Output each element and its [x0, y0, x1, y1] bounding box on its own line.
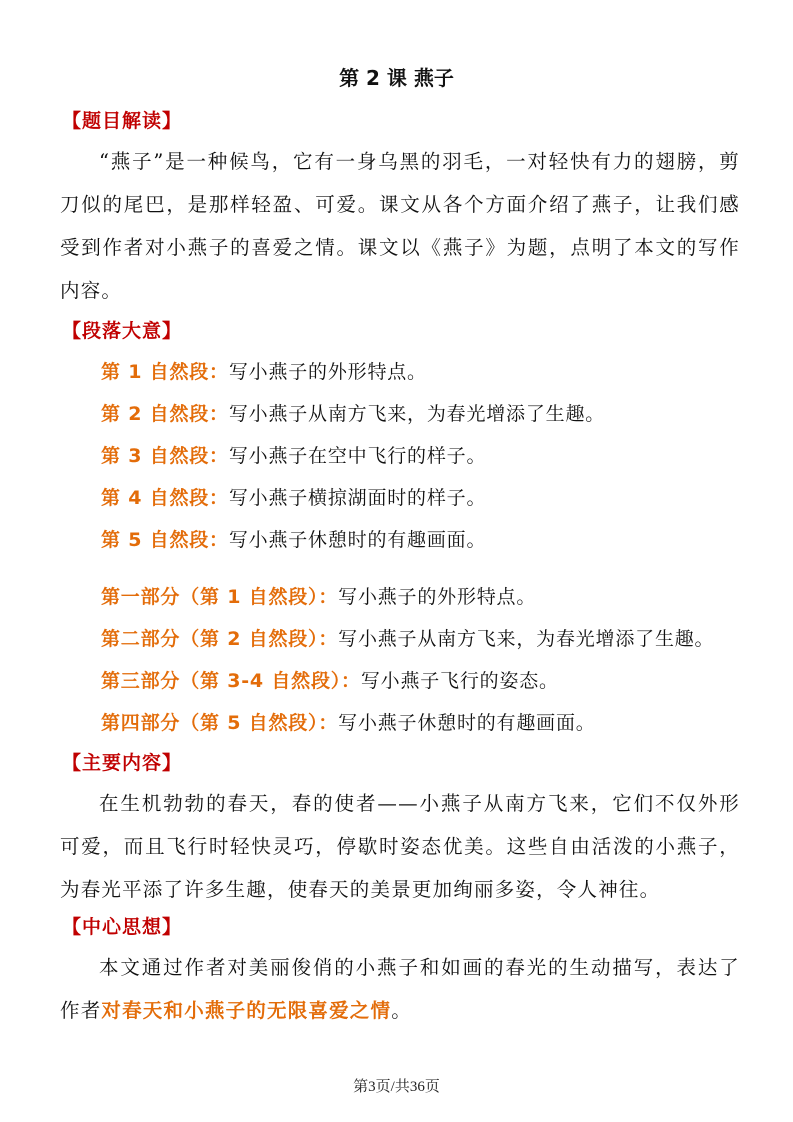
main-content-paragraph: 在生机勃勃的春天，春的使者——小燕子从南方飞来，它们不仅外形可爱，而且飞行时轻快灵巧，停歇时姿态优美。这些自由活泼的小燕子，为春光平添了许多生趣，使春天的美景更加绚丽多姿，令人神往。 — [60, 792, 740, 901]
heading-paragraph-summary: 【段落大意】 — [62, 320, 183, 342]
central-idea-text: 本文通过作者对美丽俊俏的小燕子和如画的春光的生动描写，表达了作者 — [60, 956, 740, 1022]
summary-item-text: 写小燕子在空中飞行的样子。 — [228, 445, 487, 467]
summary-item-label: 第 1 自然段： — [101, 361, 229, 383]
part-item-text: 写小燕子休憩时的有趣画面。 — [338, 712, 596, 734]
central-idea-end: 。 — [391, 999, 412, 1022]
part-item-label: 第一部分（第 1 自然段）： — [101, 586, 339, 608]
central-idea-highlight: 对春天和小燕子的无限喜爱之情 — [101, 999, 392, 1022]
part-item-text: 写小燕子从南方飞来，为春光增添了生趣。 — [338, 628, 715, 650]
part-item — [101, 624, 714, 651]
summary-item-text: 写小燕子休憩时的有趣画面。 — [228, 529, 487, 551]
summary-item-text: 写小燕子从南方飞来，为春光增添了生趣。 — [228, 403, 606, 425]
part-item-label: 第三部分（第 3-4 自然段）： — [101, 670, 361, 692]
part-item — [101, 666, 559, 693]
part-item-label: 第四部分（第 5 自然段）： — [101, 712, 339, 734]
part-item-label: 第二部分（第 2 自然段）： — [101, 628, 339, 650]
interpretation-paragraph: “燕子”是一种候鸟，它有一身乌黑的羽毛，一对轻快有力的翅膀，剪刀似的尾巴，是那样轻盈、可爱。课文从各个方面介绍了燕子，让我们感受到作者对小燕子的喜爱之情。课文以《燕子》为题，点明了本文的写作内容。 — [60, 150, 740, 302]
part-item-text: 写小燕子飞行的姿态。 — [360, 670, 559, 692]
summary-item-text: 写小燕子的外形特点。 — [228, 361, 427, 383]
summary-item-label: 第 5 自然段： — [101, 529, 229, 551]
heading-central-idea: 【中心思想】 — [62, 916, 183, 938]
part-item — [101, 708, 596, 735]
summary-item-label: 第 3 自然段： — [101, 445, 229, 467]
summary-item-label: 第 2 自然段： — [101, 403, 229, 425]
summary-item — [101, 399, 605, 426]
summary-item — [101, 441, 486, 468]
summary-item — [101, 525, 486, 552]
heading-main-content: 【主要内容】 — [62, 752, 183, 774]
summary-item-label: 第 4 自然段： — [101, 487, 229, 509]
part-item — [101, 582, 536, 609]
page-number: 第3页/共36页 — [353, 1079, 440, 1095]
page-title: 第 2 课 燕子 — [339, 66, 454, 90]
central-idea-paragraph — [60, 946, 740, 1032]
heading-interpretation: 【题目解读】 — [62, 110, 183, 132]
summary-item-text: 写小燕子横掠湖面时的样子。 — [228, 487, 487, 509]
summary-item — [101, 357, 427, 384]
part-item-text: 写小燕子的外形特点。 — [338, 586, 537, 608]
summary-item — [101, 483, 486, 510]
